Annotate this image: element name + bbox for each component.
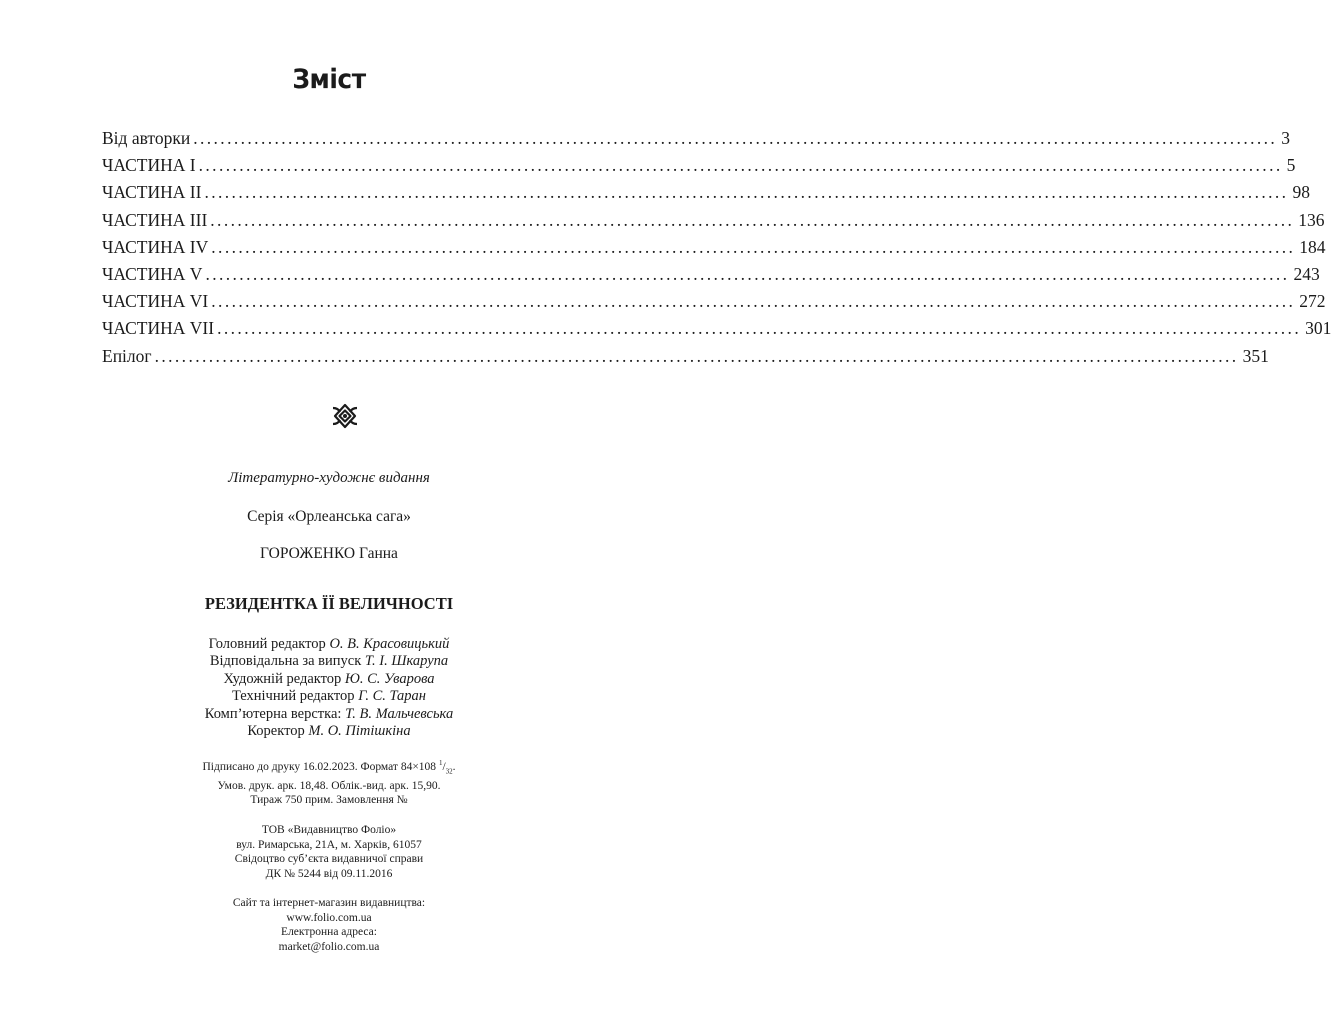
credit-person: Т. І. Шкарупа [364, 653, 449, 670]
credit-role: Художній редактор [223, 670, 342, 687]
credit-line [0, 706, 658, 723]
toc-row[interactable] [102, 263, 1320, 291]
credit-person: О. В. Красовицький [329, 636, 450, 652]
toc-label: ЧАСТИНА III [102, 209, 208, 230]
book-title: РЕЗИДЕНТКА ЇЇ ВЕЛИЧНОСТІ [204, 594, 454, 613]
credit-role: Технічний редактор [231, 688, 355, 705]
dot-leader: ................................................................................................................................................................ [204, 182, 1289, 203]
credit-role: Коректор [247, 723, 305, 740]
publisher-line: Свідоцтво суб’єкта видавничої справи [234, 853, 424, 866]
toc-page-number: 301 [1305, 318, 1331, 339]
toc-row[interactable] [102, 155, 1296, 182]
series-name: Серія «Орлеанська сага» [247, 508, 411, 525]
toc-row[interactable] [102, 345, 1269, 373]
format-denominator: 32 [445, 767, 453, 776]
website-link[interactable]: www.folio.com.ua [286, 911, 372, 924]
contact-info [0, 896, 658, 954]
print-info-line: Тираж 750 прим. Замовлення № [250, 794, 408, 807]
toc-page-number: 98 [1292, 182, 1310, 203]
credit-person: Г. С. Таран [358, 688, 427, 705]
dot-leader: ................................................................................................................................................................ [210, 209, 1295, 230]
credits-block [0, 636, 658, 740]
format-fraction: $^1/_{32}$ [438, 759, 453, 776]
ornament-icon [331, 403, 359, 429]
print-info [0, 756, 658, 808]
page-title: Зміст [292, 64, 366, 95]
table-of-contents [102, 128, 1331, 373]
credit-person: Ю. С. Уварова [344, 670, 435, 687]
publisher-line: вул. Римарська, 21А, м. Харків, 61057 [236, 838, 422, 851]
credit-role: Головний редактор [208, 636, 326, 652]
credit-role: Комп’ютерна верстка: [204, 705, 342, 722]
toc-page-number: 243 [1293, 263, 1320, 284]
credit-line [0, 723, 658, 740]
toc-label: ЧАСТИНА VI [102, 291, 209, 312]
dot-leader: ................................................................................................................................................................ [205, 263, 1290, 284]
credit-person: Т. В. Мальчевська [345, 705, 454, 722]
toc-row[interactable] [102, 236, 1326, 264]
contact-line: Електронна адреса: [281, 926, 377, 939]
dot-leader: ................................................................................................................................................................ [211, 291, 1296, 312]
credit-line [0, 688, 658, 705]
toc-page-number: 272 [1299, 291, 1326, 312]
author-name: ГОРОЖЕНКО Ганна [260, 545, 398, 562]
edition-type: Літературно-художнє видання [228, 470, 430, 486]
toc-page-number: 184 [1299, 236, 1326, 257]
print-info-period: . [452, 760, 456, 773]
email-link[interactable]: market@folio.com.ua [278, 941, 380, 954]
toc-label: Від авторки [102, 128, 191, 148]
toc-page-number: 136 [1298, 209, 1325, 230]
print-info-line [0, 756, 658, 779]
publisher-line: ДК № 5244 від 09.11.2016 [265, 867, 393, 880]
dot-leader: ................................................................................................................................................................ [193, 128, 1278, 148]
toc-label: Епілог [102, 345, 152, 366]
toc-row[interactable] [102, 209, 1325, 237]
dot-leader: ................................................................................................................................................................ [211, 236, 1296, 257]
toc-page-number: 3 [1281, 128, 1290, 148]
credit-line [0, 636, 658, 653]
publisher-line: ТОВ «Видавництво Фоліо» [261, 823, 397, 836]
credit-person: М. О. Пітішкіна [308, 723, 411, 740]
dot-leader: ................................................................................................................................................................ [154, 345, 1239, 366]
print-info-text: Підписано до друку 16.02.2023. Формат 84×108 [202, 760, 437, 773]
toc-label: ЧАСТИНА V [102, 263, 203, 284]
dot-leader: ................................................................................................................................................................ [198, 155, 1283, 176]
toc-row[interactable] [102, 182, 1310, 209]
print-info-line: Умов. друк. арк. 18,48. Облік.-вид. арк. 15,90. [217, 779, 441, 792]
imprint [0, 756, 658, 970]
format-numerator: 1 [438, 759, 443, 767]
toc-row[interactable] [102, 291, 1326, 318]
toc-label: ЧАСТИНА I [102, 155, 196, 176]
credit-line [0, 653, 658, 670]
toc-row[interactable] [102, 128, 1290, 155]
contact-line: Сайт та інтернет-магазин видавництва: [232, 897, 426, 910]
toc-label: ЧАСТИНА VII [102, 318, 215, 339]
toc-label: ЧАСТИНА IV [102, 236, 209, 257]
toc-row[interactable] [102, 318, 1331, 345]
toc-page-number: 351 [1242, 345, 1269, 366]
credit-line [0, 671, 658, 688]
toc-page-number: 5 [1286, 155, 1296, 176]
toc-label: ЧАСТИНА II [102, 182, 202, 203]
publisher-info [0, 823, 658, 881]
dot-leader: ................................................................................................................................................................ [217, 318, 1302, 339]
credit-role: Відповідальна за випуск [209, 653, 362, 670]
